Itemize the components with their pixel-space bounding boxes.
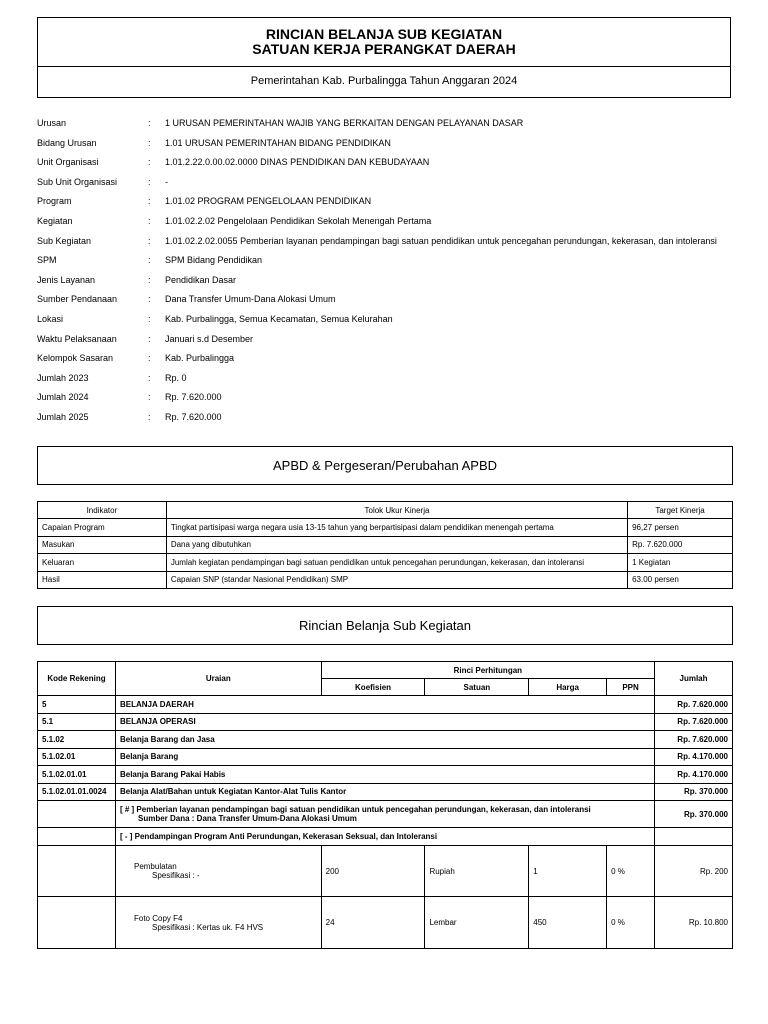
item-ppn: 0 % xyxy=(607,846,655,897)
info-label: Bidang Urusan xyxy=(37,137,97,148)
group-title: [ # ] Pemberian layanan pendampingan bagi satuan pendidikan untuk pencegahan perundungan, kekerasan, dan intoleransi xyxy=(119,805,591,814)
harga-header: Harga xyxy=(529,679,607,696)
info-label: Sub Unit Organisasi xyxy=(37,176,118,187)
account-row xyxy=(38,766,733,784)
koefisien-header: Koefisien xyxy=(321,679,425,696)
info-value: Pendidikan Dasar xyxy=(165,274,237,285)
group-amount: Rp. 370.000 xyxy=(655,801,733,828)
account-amount: Rp. 370.000 xyxy=(655,783,733,801)
account-row xyxy=(38,713,733,731)
item-jumlah: Rp. 200 xyxy=(655,846,733,897)
satuan-header: Satuan xyxy=(425,679,529,696)
account-name: Belanja Barang dan Jasa xyxy=(115,731,654,749)
info-colon: : xyxy=(148,314,151,324)
info-colon: : xyxy=(148,392,151,403)
indikator-row xyxy=(38,571,733,589)
indikator-header: Indikator xyxy=(38,502,167,519)
item-koefisien: 24 xyxy=(321,897,425,949)
item-spec: Spesifikasi : Kertas uk. F4 HVS xyxy=(151,922,264,932)
info-colon: : xyxy=(148,118,151,128)
indikator-cell: Hasil xyxy=(38,571,167,589)
tolok-ukur-cell: Jumlah kegiatan pendampingan bagi satuan pendidikan untuk pencegahan perundungan, kekerasan, dan intoleransi xyxy=(166,554,627,572)
target-header: Target Kinerja xyxy=(628,502,733,519)
info-label: Kegiatan xyxy=(37,216,73,226)
report-title-line2: SATUAN KERJA PERANGKAT DAERAH xyxy=(252,41,516,57)
info-colon: : xyxy=(148,157,151,168)
subgroup-code xyxy=(38,828,116,846)
info-value: 1 URUSAN PEMERINTAHAN WAJIB YANG BERKAITAN DENGAN PELAYANAN DASAR xyxy=(165,118,524,128)
subgroup-row xyxy=(38,828,733,846)
item-row xyxy=(38,897,733,949)
tolok-ukur-cell: Dana yang dibutuhkan xyxy=(166,536,627,554)
info-colon: : xyxy=(148,176,151,187)
account-amount: Rp. 7.620.000 xyxy=(655,713,733,731)
info-value: Rp. 0 xyxy=(165,372,187,383)
item-harga: 450 xyxy=(529,897,607,949)
info-label: Waktu Pelaksanaan xyxy=(37,333,117,344)
ppn-header: PPN xyxy=(607,679,655,696)
apbd-section-title: APBD & Pergeseran/Perubahan APBD xyxy=(37,446,733,485)
info-colon: : xyxy=(148,333,151,344)
indikator-row xyxy=(38,519,733,537)
subgroup-amount xyxy=(655,828,733,846)
account-code: 5.1.02.01 xyxy=(38,748,116,766)
target-cell: Rp. 7.620.000 xyxy=(628,536,733,554)
item-satuan: Rupiah xyxy=(425,846,529,897)
info-value: Januari s.d Desember xyxy=(165,333,254,344)
rinci-perhitungan-header: Rinci Perhitungan xyxy=(321,662,654,679)
subgroup-label: [ - ] Pendampingan Program Anti Perundungan, Kekerasan Seksual, dan Intoleransi xyxy=(115,828,654,846)
info-value: - xyxy=(165,176,168,187)
info-value: SPM Bidang Pendidikan xyxy=(165,255,263,266)
account-amount: Rp. 7.620.000 xyxy=(655,696,733,714)
header-divider xyxy=(38,66,730,67)
account-name: Belanja Barang xyxy=(115,748,654,766)
info-label: Jumlah 2024 xyxy=(37,392,89,403)
indikator-cell: Masukan xyxy=(38,536,167,554)
info-label: Jumlah 2023 xyxy=(37,372,89,383)
info-label: Lokasi xyxy=(37,314,64,324)
account-name: BELANJA DAERAH xyxy=(115,696,654,714)
target-cell: 96,27 persen xyxy=(628,519,733,537)
item-code xyxy=(38,846,116,897)
info-colon: : xyxy=(148,216,151,226)
group-label xyxy=(115,801,654,828)
indikator-cell: Capaian Program xyxy=(38,519,167,537)
account-code: 5.1.02 xyxy=(38,731,116,749)
item-harga: 1 xyxy=(529,846,607,897)
indikator-table xyxy=(37,501,733,589)
report-title-line1: RINCIAN BELANJA SUB KEGIATAN xyxy=(265,26,503,42)
item-jumlah: Rp. 10.800 xyxy=(655,897,733,949)
account-row xyxy=(38,783,733,801)
account-row xyxy=(38,731,733,749)
info-value: Rp. 7.620.000 xyxy=(165,412,222,422)
item-ppn: 0 % xyxy=(607,897,655,949)
info-label: Sumber Pendanaan xyxy=(37,294,118,305)
account-name: Belanja Alat/Bahan untuk Kegiatan Kantor-Alat Tulis Kantor xyxy=(115,783,654,801)
info-label: Sub Kegiatan xyxy=(37,235,92,246)
account-row xyxy=(38,748,733,766)
target-cell: 1 Kegiatan xyxy=(628,554,733,572)
info-label: Unit Organisasi xyxy=(37,157,99,168)
info-label: SPM xyxy=(37,255,57,266)
account-code: 5 xyxy=(38,696,116,714)
account-code: 5.1.02.01.01.0024 xyxy=(38,783,116,801)
item-satuan: Lembar xyxy=(425,897,529,949)
indikator-row xyxy=(38,536,733,554)
group-sumber-dana: Sumber Dana : Dana Transfer Umum-Dana Alokasi Umum xyxy=(137,814,357,823)
account-amount: Rp. 4.170.000 xyxy=(655,766,733,784)
account-amount: Rp. 4.170.000 xyxy=(655,748,733,766)
item-name: Pembulatan xyxy=(133,862,177,871)
tolok-ukur-cell: Tingkat partisipasi warga negara usia 13-15 tahun yang berpartisipasi dalam pendidikan menengah pertama xyxy=(166,519,627,537)
indikator-cell: Keluaran xyxy=(38,554,167,572)
info-colon: : xyxy=(148,137,151,148)
item-row xyxy=(38,846,733,897)
uraian-header: Uraian xyxy=(115,662,321,696)
item-spec: Spesifikasi : - xyxy=(151,871,200,880)
info-value: Rp. 7.620.000 xyxy=(165,392,222,403)
info-colon: : xyxy=(148,235,151,246)
kode-rekening-header: Kode Rekening xyxy=(38,662,116,696)
info-label: Urusan xyxy=(37,118,67,128)
info-colon: : xyxy=(148,274,151,285)
info-label: Kelompok Sasaran xyxy=(37,353,114,364)
info-value: 1.01.2.22.0.00.02.0000 DINAS PENDIDIKAN DAN KEBUDAYAAN xyxy=(165,157,430,168)
item-code xyxy=(38,897,116,949)
tolok-ukur-header: Tolok Ukur Kinerja xyxy=(166,502,627,519)
info-label: Program xyxy=(37,196,72,207)
info-value: 1.01 URUSAN PEMERINTAHAN BIDANG PENDIDIKAN xyxy=(165,137,391,148)
info-value: Kab. Purbalingga, Semua Kecamatan, Semua Kelurahan xyxy=(165,314,393,324)
tolok-ukur-cell: Capaian SNP (standar Nasional Pendidikan) SMP xyxy=(166,571,627,589)
info-colon: : xyxy=(148,412,151,422)
info-value: Dana Transfer Umum-Dana Alokasi Umum xyxy=(165,294,336,305)
info-colon: : xyxy=(148,372,151,383)
jumlah-header: Jumlah xyxy=(655,662,733,696)
report-header xyxy=(37,17,731,98)
info-colon: : xyxy=(148,353,151,364)
account-code: 5.1.02.01.01 xyxy=(38,766,116,784)
item-description xyxy=(115,846,321,897)
group-row xyxy=(38,801,733,828)
rincian-section-title: Rincian Belanja Sub Kegiatan xyxy=(37,606,733,645)
info-value: Kab. Purbalingga xyxy=(165,353,235,364)
info-colon: : xyxy=(148,294,151,305)
item-koefisien: 200 xyxy=(321,846,425,897)
item-description xyxy=(115,897,321,949)
account-amount: Rp. 7.620.000 xyxy=(655,731,733,749)
info-colon: : xyxy=(148,255,151,266)
target-cell: 63.00 persen xyxy=(628,571,733,589)
info-value: 1.01.02.2.02 Pengelolaan Pendidikan Sekolah Menengah Pertama xyxy=(165,216,432,226)
info-value: 1.01.02.2.02.0055 Pemberian layanan pendampingan bagi satuan pendidikan untuk pencegahan perundungan, kekerasan, dan intoleransi xyxy=(165,235,717,246)
info-colon: : xyxy=(148,196,151,207)
group-code xyxy=(38,801,116,828)
account-name: Belanja Barang Pakai Habis xyxy=(115,766,654,784)
rincian-table xyxy=(37,661,733,949)
info-label: Jenis Layanan xyxy=(37,274,96,285)
item-name: Foto Copy F4 xyxy=(133,913,183,923)
info-label: Jumlah 2025 xyxy=(37,412,89,422)
report-subtitle: Pemerintahan Kab. Purbalingga Tahun Anggaran 2024 xyxy=(250,75,518,87)
indikator-row xyxy=(38,554,733,572)
account-code: 5.1 xyxy=(38,713,116,731)
account-row xyxy=(38,696,733,714)
account-name: BELANJA OPERASI xyxy=(115,713,654,731)
info-value: 1.01.02 PROGRAM PENGELOLAAN PENDIDIKAN xyxy=(165,196,372,207)
